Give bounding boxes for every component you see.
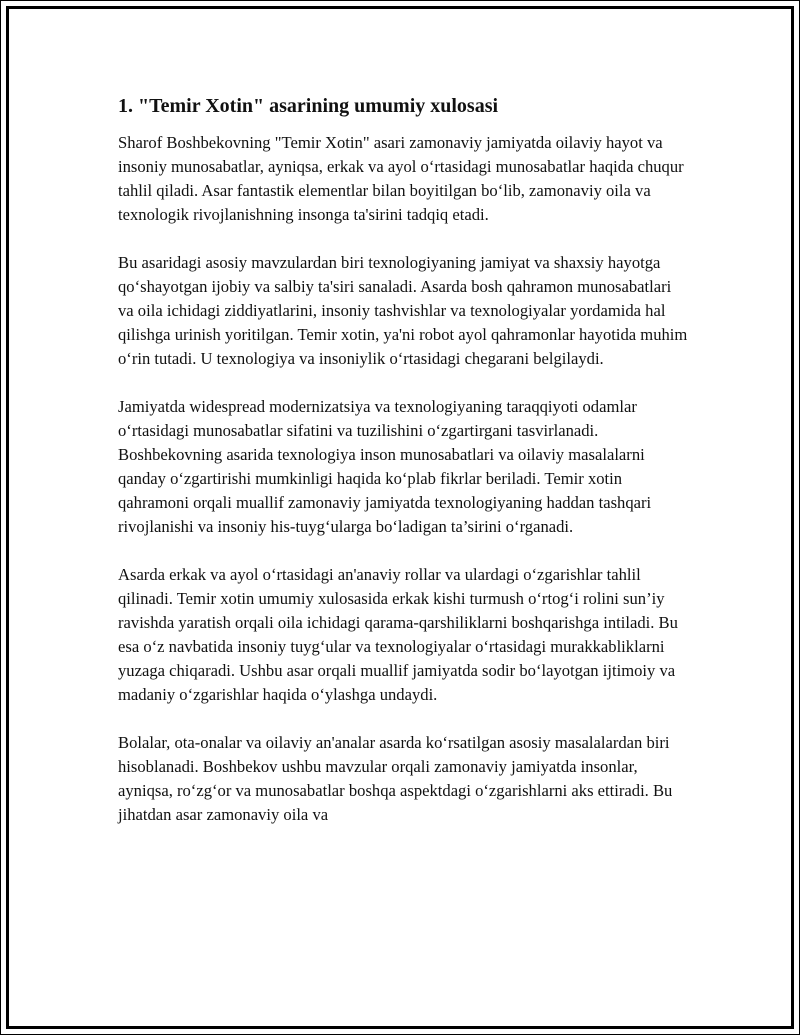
paragraph-1: Sharof Boshbekovning "Temir Xotin" asari zamonaviy jamiyatda oilaviy hayot va insoniy munosabatlar, ayniqsa, erkak va ayol o‘rtasidagi munosabatlar haqida chuqur tahlil qiladi. Asar fantastik elementlar bilan boyitilgan bo‘lib, zamonaviy oila va texnologik rivojlanishning insonga ta'sirini tadqiq etadi. (118, 133, 684, 224)
document-body (118, 93, 688, 851)
paragraph-3: Jamiyatda widespread modernizatsiya va texnologiyaning taraqqiyoti odamlar o‘rtasidagi munosabatlar sifatini va tuzilishini o‘zgartirgani tasvirlanadi. Boshbekovning asarida texnologiya inson munosabatlari va oilaviy masalalarni qanday o‘zgartirishi mumkinligi haqida ko‘plab fikrlar beriladi. Temir xotin qahramoni orqali muallif zamonaviy jamiyatda texnologiyaning haddan tashqari rivojlanishi va insoniy his-tuyg‘ularga bo‘ladigan ta’sirini o‘rganadi. (118, 397, 652, 536)
paragraph-5: Bolalar, ota-onalar va oilaviy an'analar asarda ko‘rsatilgan asosiy masalalardan biri hisoblanadi. Boshbekov ushbu mavzular orqali zamonaviy jamiyatda insonlar, ayniqsa, ro‘zg‘or va munosabatlar boshqa aspektdagi o‘zgarishlarni aks ettiradi. Bu jihatdan asar zamonaviy oila va (118, 733, 673, 824)
paragraph-2: Bu asaridagi asosiy mavzulardan biri texnologiyaning jamiyat va shaxsiy hayotga qo‘shayotgan ijobiy va salbiy ta'siri sanaladi. Asarda bosh qahramon munosabatlari va oila ichidagi ziddiyatlarini, insoniy tashvishlar va texnologiyalar yordamida hal qilishga urinish yoritilgan. Temir xotin, ya'ni robot ayol qahramonlar hayotida muhim o‘rin tutadi. U texnologiya va insoniylik o‘rtasidagi chegarani belgilaydi. (118, 253, 688, 368)
section-heading: 1. "Temir Xotin" asarining umumiy xulosasi (118, 95, 499, 117)
paragraph-4: Asarda erkak va ayol o‘rtasidagi an'anaviy rollar va ulardagi o‘zgarishlar tahlil qilinadi. Temir xotin umumiy xulosasida erkak kishi turmush o‘rtog‘i rolini sun’iy ravishda yaratish orqali oila ichidagi qarama-qarshiliklarni boshqarishga intiladi. Bu esa o‘z navbatida insoniy tuyg‘ular va texnologiyalar o‘rtasidagi murakkabliklarni yuzaga chiqaradi. Ushbu asar orqali muallif jamiyatda sodir bo‘layotgan ijtimoiy va madaniy o‘zgarishlar haqida o‘ylashga undaydi. (118, 565, 678, 704)
